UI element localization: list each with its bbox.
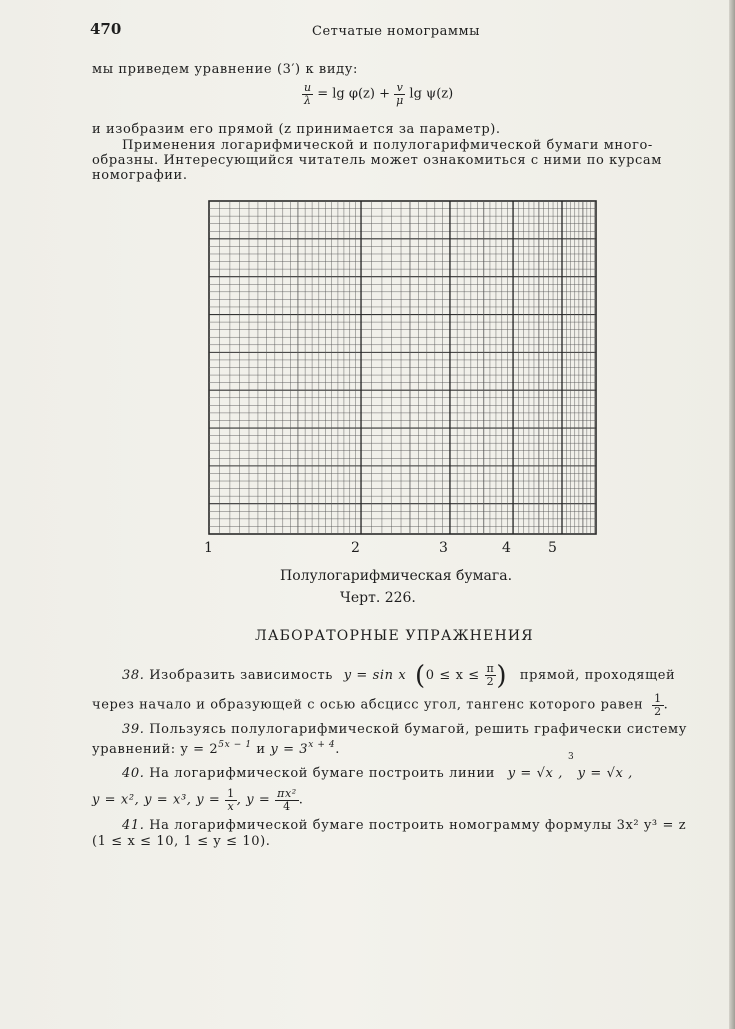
exercise-38-line-1: 38. Изобразить зависимость y = sin x (0 ≤ x ≤ $\frac{\pi}{2}$ ) прямой, проходящей bbox=[122, 661, 676, 691]
x-tick-3: 3 bbox=[439, 540, 448, 556]
formula-mid: = lg φ(z) + bbox=[313, 86, 395, 102]
exercise-40-line-2: y = x², y = x³, y = $\frac{1}{x}$ , y = $\frac{\text{πx²}}{4}$ . bbox=[92, 787, 304, 813]
x-tick-4: 4 bbox=[502, 540, 511, 556]
semilog-grid bbox=[209, 201, 596, 534]
exercise-39-number: 39. bbox=[122, 722, 145, 737]
para-line-3: образны. Интересующийся читатель может ознакомиться с ними по курсам bbox=[92, 153, 662, 168]
exercise-39-line-2: уравнений: $y = 2^{5x - 1}$ и $y = 3^{x + 4}$. bbox=[92, 740, 340, 757]
exercise-41-line-1: 41. На логарифмической бумаге построить номограмму формулы 3x² y³ = z bbox=[122, 818, 687, 833]
exercise-38-number: 38. bbox=[122, 668, 145, 683]
formula-frac-u-lambda: $\frac{u}{\lambda}$ bbox=[304, 81, 312, 107]
exercise-41-number: 41. bbox=[122, 818, 145, 833]
para-line-4: номографии. bbox=[92, 168, 188, 183]
exercise-38-line-2: через начало и образующей с осью абсцисс угол, тангенс которого равен $\frac{1}{2}$ . bbox=[92, 692, 669, 718]
exercise-40-number: 40. bbox=[122, 766, 145, 781]
x-tick-5: 5 bbox=[548, 540, 557, 556]
intro-line: мы приведем уравнение (3′) к виду: bbox=[92, 62, 358, 77]
para-line-1: и изобразим его прямой (z принимается за параметр). bbox=[92, 122, 501, 137]
figure-label: Черт. 226. bbox=[340, 590, 416, 606]
formula-tail: lg ψ(z) bbox=[405, 86, 454, 102]
running-title: Сетчатые номограммы bbox=[312, 24, 480, 39]
para-line-2: Применения логарифмической и полулогарифмической бумаги много- bbox=[122, 138, 653, 153]
figure-caption: Полулогарифмическая бумага. bbox=[280, 568, 513, 584]
exercise-39-line-1: 39. Пользуясь полулогарифмической бумагой, решить графически систему bbox=[122, 722, 688, 737]
x-tick-2: 2 bbox=[351, 540, 360, 556]
exercise-41-line-2: (1 ≤ x ≤ 10, 1 ≤ y ≤ 10). bbox=[92, 834, 271, 849]
x-tick-1: 1 bbox=[204, 540, 213, 556]
cube-root-index: 3 bbox=[568, 752, 574, 762]
page-number: 470 bbox=[90, 20, 122, 38]
formula-frac-v-mu: $\frac{v}{\mu}$ bbox=[396, 81, 404, 107]
exercise-40-line-1: 40. На логарифмической бумаге построить линии y = √x , y = √x , bbox=[122, 766, 633, 781]
section-title: ЛАБОРАТОРНЫЕ УПРАЖНЕНИЯ bbox=[255, 628, 534, 644]
